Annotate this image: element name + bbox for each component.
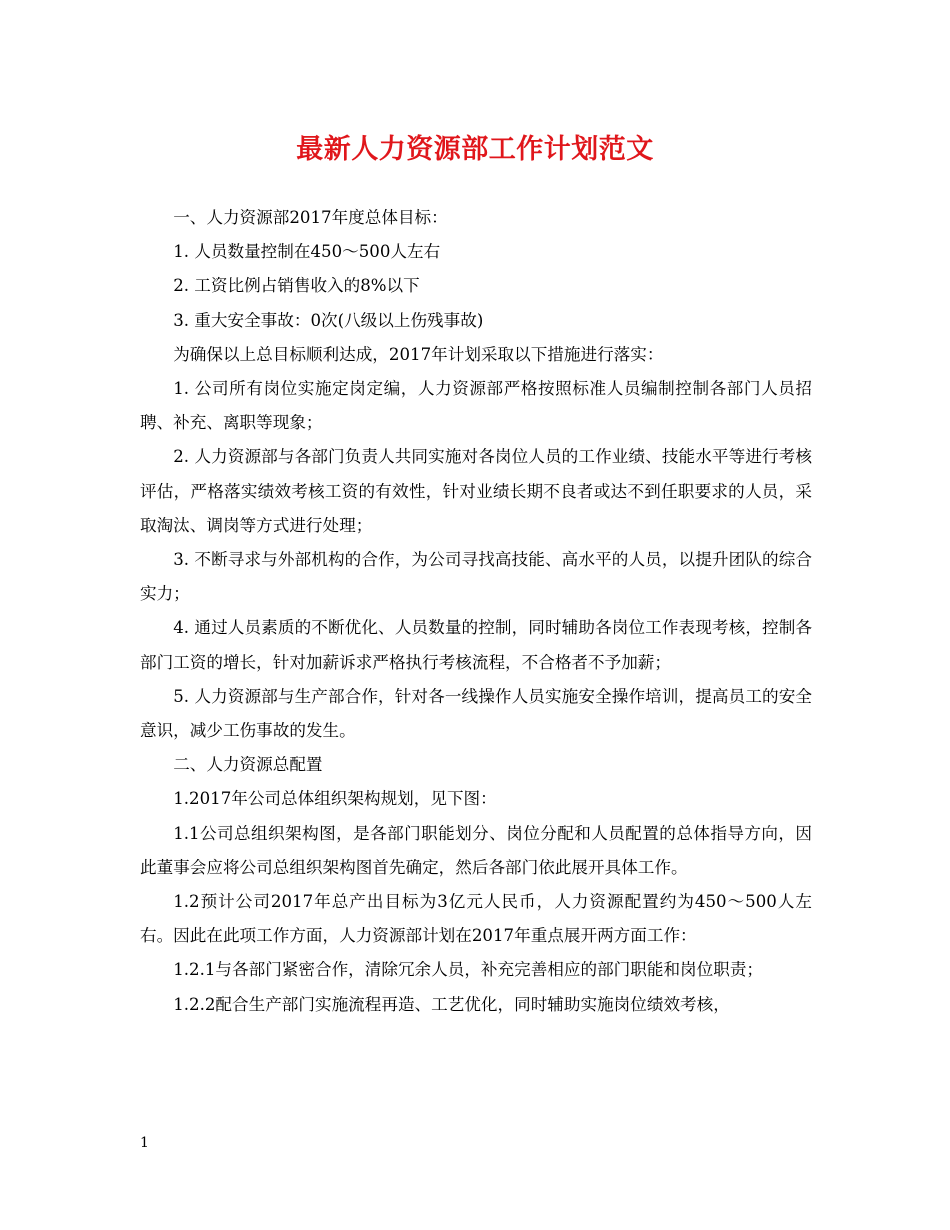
page-number: 1 [140,1135,149,1151]
paragraph: 1. 人员数量控制在450～500人左右 [173,242,441,262]
document-title: 最新人力资源部工作计划范文 [296,134,654,165]
paragraph: 1.2.1与各部门紧密合作，清除冗余人员，补充完善相应的部门职能和岗位职责； [173,960,764,980]
paragraph: 1.2预计公司2017年总产出目标为3亿元人民币，人力资源配置约为450～500人左右。因此在此项工作方面，人力资源部计划在2017年重点展开两方面工作： [140,892,812,946]
paragraph: 2. 工资比例占销售收入的8%以下 [173,276,420,296]
paragraph: 1. 公司所有岗位实施定岗定编，人力资源部严格按照标准人员编制控制各部门人员招聘、补充、离职等现象； [140,379,812,433]
paragraph: 3. 不断寻求与外部机构的合作，为公司寻找高技能、高水平的人员，以提升团队的综合实力； [140,550,812,604]
paragraph: 2. 人力资源部与各部门负责人共同实施对各岗位人员的工作业绩、技能水平等进行考核评估，严格落实绩效考核工资的有效性，针对业绩长期不良者或达不到任职要求的人员，采取淘汰、调岗等方式进行处理； [140,447,812,535]
paragraph: 一、人力资源部2017年度总体目标： [173,208,448,227]
paragraph: 3. 重大安全事故：0次(八级以上伤残事故) [173,310,484,330]
paragraph: 为确保以上总目标顺利达成，2017年计划采取以下措施进行落实： [173,344,664,364]
document-body [140,201,812,1022]
paragraph: 4. 通过人员素质的不断优化、人员数量的控制，同时辅助各岗位工作表现考核，控制各部门工资的增长，针对加薪诉求严格执行考核流程，不合格者不予加薪； [140,618,812,672]
paragraph: 5. 人力资源部与生产部合作，针对各一线操作人员实施安全操作培训，提高员工的安全意识，减少工伤事故的发生。 [140,686,812,741]
paragraph: 1.2017年公司总体组织架构规划，见下图： [173,789,497,809]
paragraph: 1.1公司总组织架构图，是各部门职能划分、岗位分配和人员配置的总体指导方向，因此董事会应将公司总组织架构图首先确定，然后各部门依此展开具体工作。 [140,823,812,877]
paragraph: 二、人力资源总配置 [173,755,323,775]
paragraph: 1.2.2配合生产部门实施流程再造、工艺优化，同时辅助实施岗位绩效考核， [173,994,730,1014]
